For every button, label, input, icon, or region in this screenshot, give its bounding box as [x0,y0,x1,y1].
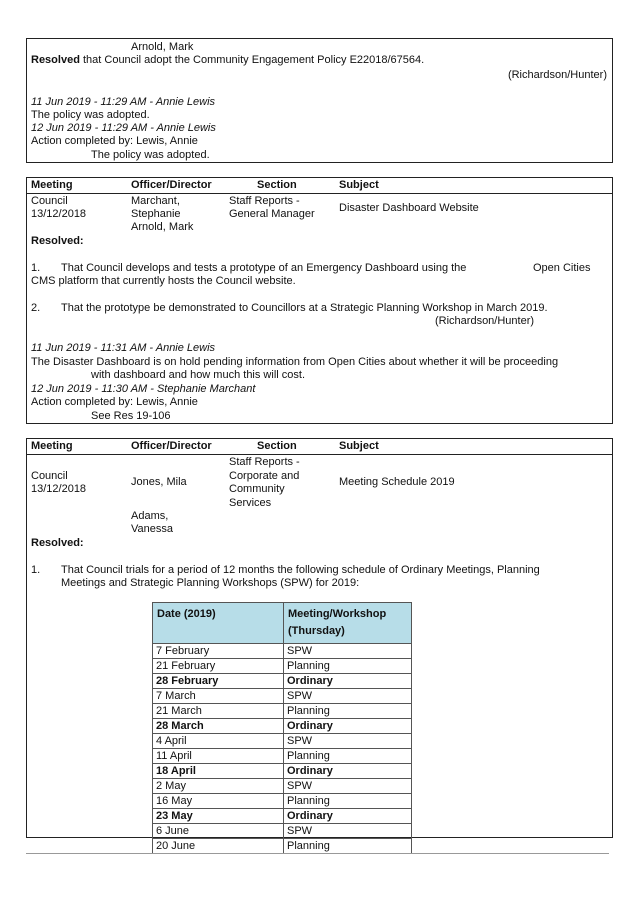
section-name: Community [229,483,285,495]
log-entry-text: The policy was adopted. [31,109,150,121]
schedule-row [153,704,412,719]
resolution-block-community-engagement [26,38,613,163]
meeting-name: Council [31,470,68,482]
item-number: 1. [31,262,41,274]
schedule-row [153,644,412,659]
log-entry-text: The Disaster Dashboard is on hold pending information from Open Cities about whether it will be proceeding [31,356,559,368]
schedule-row [153,839,412,854]
officer-name: Arnold, Mark [131,41,194,53]
schedule-type: Ordinary [284,764,412,779]
schedule-date: 23 May [153,809,284,824]
item-number: 2. [31,302,41,314]
schedule-date: 4 April [153,734,284,749]
schedule-row [153,824,412,839]
section-name: Staff Reports - [229,456,300,468]
schedule-date: 28 March [153,719,284,734]
log-entry-note: See Res 19-106 [91,410,171,422]
item-text: Meetings and Strategic Planning Workshops (SPW) for 2019: [61,577,360,589]
resolved-label: Resolved [31,54,80,66]
header-meeting: Meeting [31,440,73,452]
item-text: That the prototype be demonstrated to Councillors at a Strategic Planning Workshop in March 2019. [61,302,548,314]
schedule-header-type: Meeting/Workshop (Thursday) [284,603,412,644]
schedule-type: Planning [284,794,412,809]
item-number: 1. [31,564,41,576]
officer-name: Jones, Mila [131,476,187,488]
schedule-row [153,719,412,734]
schedule-date: 16 May [153,794,284,809]
schedule-type: SPW [284,734,412,749]
resolution-text [31,54,424,67]
page-footer-divider [26,853,609,854]
item-text: That Council trials for a period of 12 months the following schedule of Ordinary Meetings, Planning [61,564,540,576]
schedule-type: Planning [284,749,412,764]
resolution-block-disaster-dashboard [26,177,613,424]
schedule-type: Planning [284,659,412,674]
subject-text: Disaster Dashboard Website [339,202,479,214]
header-section: Section [257,440,297,452]
schedule-row [153,779,412,794]
log-entry-meta: 11 Jun 2019 - 11:31 AM - Annie Lewis [31,342,216,354]
schedule-row [153,674,412,689]
meeting-date: 13/12/2018 [31,483,87,495]
section-name: Services [229,497,272,509]
meeting-date: 13/12/2018 [31,208,87,220]
schedule-date: 2 May [153,779,284,794]
subject-text: Meeting Schedule 2019 [339,476,455,488]
log-entry-meta: 12 Jun 2019 - 11:30 AM - Stephanie Marchant [31,383,256,395]
officer-name: Vanessa [131,523,173,535]
mover-seconder: (Richardson/Hunter) [507,69,607,81]
schedule-date: 18 April [153,764,284,779]
schedule-date: 21 March [153,704,284,719]
resolution-block-meeting-schedule [26,438,613,852]
resolved-label: Resolved: [31,537,84,549]
header-subject: Subject [339,440,379,452]
schedule-row [153,734,412,749]
log-entry-note: The policy was adopted. [91,149,210,161]
header-officer: Officer/Director [131,440,212,452]
schedule-header-row [153,603,412,644]
resolved-label: Resolved: [31,235,84,247]
schedule-date: 28 February [153,674,284,689]
table-header [27,178,612,194]
schedule-row [153,749,412,764]
schedule-date: 21 February [153,659,284,674]
section-name: General Manager [229,208,315,220]
schedule-date: 6 June [153,824,284,839]
schedule-date: 7 February [153,644,284,659]
schedule-type: Ordinary [284,719,412,734]
section-name: Staff Reports - [229,195,300,207]
section-name: Corporate and [229,470,300,482]
schedule-row [153,659,412,674]
meeting-name: Council [31,195,68,207]
schedule-row [153,764,412,779]
officer-name: Stephanie [131,208,181,220]
schedule-date: 20 June [153,839,284,854]
schedule-type: Ordinary [284,809,412,824]
log-entry-text: with dashboard and how much this will cost. [91,369,305,381]
schedule-header-date: Date (2019) [153,603,284,644]
schedule-date: 11 April [153,749,284,764]
schedule-type: SPW [284,824,412,839]
schedule-type: Planning [284,839,412,854]
item-text: CMS platform that currently hosts the Council website. [31,275,296,287]
schedule-date: 7 March [153,689,284,704]
item-text: Open Cities [533,262,591,274]
officer-name: Arnold, Mark [131,221,194,233]
schedule-type: Ordinary [284,674,412,689]
log-entry-text: Action completed by: Lewis, Annie [31,396,198,408]
schedule-row [153,794,412,809]
schedule-type: SPW [284,644,412,659]
log-entry-meta: 12 Jun 2019 - 11:29 AM - Annie Lewis [31,122,216,134]
schedule-row [153,809,412,824]
header-meeting: Meeting [31,179,73,191]
header-section: Section [257,179,297,191]
log-entry-text: Action completed by: Lewis, Annie [31,135,198,147]
header-officer: Officer/Director [131,179,212,191]
item-text: That Council develops and tests a prototype of an Emergency Dashboard using the [61,262,467,274]
schedule-row [153,689,412,704]
schedule-type: SPW [284,689,412,704]
resolved-body: that Council adopt the Community Engagement Policy E22018/67564. [79,54,425,66]
meeting-schedule-table [152,602,412,854]
log-entry-meta: 11 Jun 2019 - 11:29 AM - Annie Lewis [31,96,216,108]
officer-name: Adams, [131,510,169,522]
officer-name: Marchant, [131,195,180,207]
schedule-type: SPW [284,779,412,794]
schedule-type: Planning [284,704,412,719]
mover-seconder: (Richardson/Hunter) [435,315,535,327]
header-subject: Subject [339,179,379,191]
schedule-body [153,644,412,854]
table-header [27,439,612,455]
